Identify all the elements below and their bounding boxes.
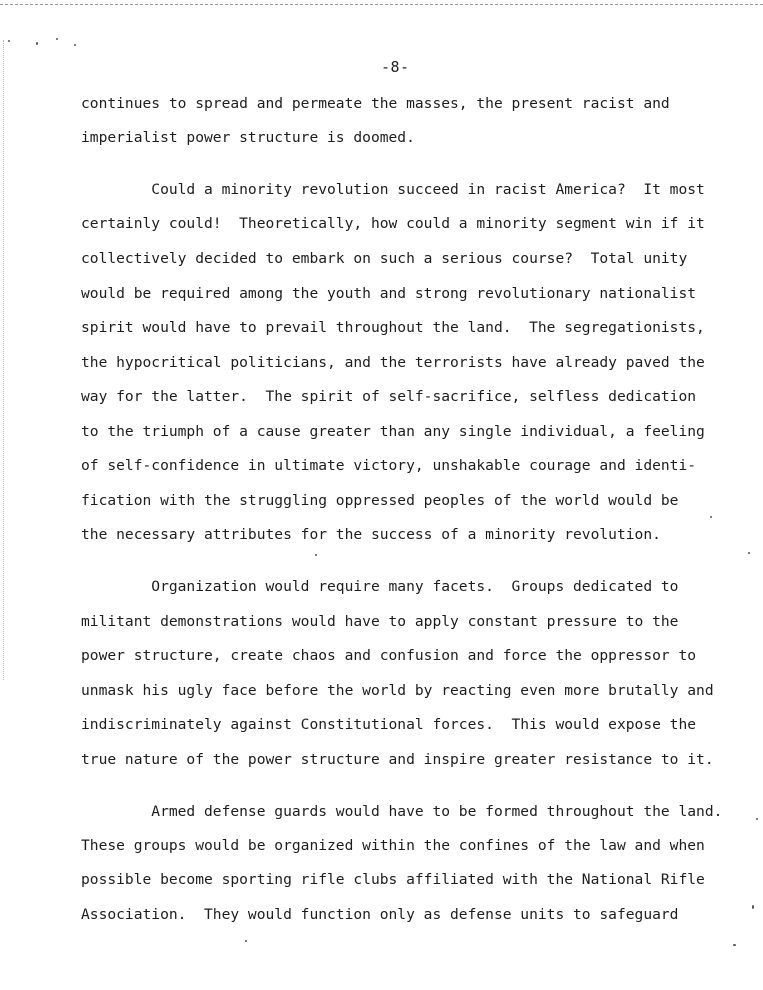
text-line: imperialist power structure is doomed. <box>81 129 415 146</box>
speck <box>315 554 317 556</box>
speck <box>36 42 38 45</box>
text-line: Armed defense guards would have to be formed throughout the land. <box>81 803 723 820</box>
page-left-edge <box>3 40 4 680</box>
text-line: Could a minority revolution succeed in racist America? It most <box>81 181 705 198</box>
text-line: continues to spread and permeate the masses, the present racist and <box>81 95 670 112</box>
text-line: militant demonstrations would have to apply constant pressure to the <box>81 613 679 630</box>
speck <box>733 944 736 946</box>
text-line: the hypocritical politicians, and the terrorists have already paved the <box>81 354 705 371</box>
text-line: true nature of the power structure and inspire greater resistance to it. <box>81 751 714 768</box>
text-line: way for the latter. The spirit of self-sacrifice, selfless dedication <box>81 388 697 405</box>
text-line: possible become sporting rifle clubs affiliated with the National Rifle <box>81 871 705 888</box>
speck <box>74 44 76 46</box>
text-line: spirit would have to prevail throughout the land. The segregationists, <box>81 319 705 336</box>
speck <box>756 818 758 820</box>
text-line: indiscriminately against Constitutional forces. This would expose the <box>81 716 697 733</box>
text-line: certainly could! Theoretically, how could a minority segment win if it <box>81 215 705 232</box>
text-line: of self-confidence in ultimate victory, unshakable courage and identi- <box>81 457 697 474</box>
speck <box>56 38 58 40</box>
text-line: the necessary attributes for the success of a minority revolution. <box>81 526 661 543</box>
speck <box>710 516 712 518</box>
page-top-edge <box>0 4 763 5</box>
text-line: power structure, create chaos and confusion and force the oppressor to <box>81 647 697 664</box>
text-line: would be required among the youth and strong revolutionary nationalist <box>81 285 697 302</box>
page-number: -8- <box>381 58 410 76</box>
text-line: collectively decided to embark on such a serious course? Total unity <box>81 250 688 267</box>
text-line: Organization would require many facets. Groups dedicated to <box>81 578 679 595</box>
speck <box>748 552 750 554</box>
text-line: Association. They would function only as defense units to safeguard <box>81 906 679 923</box>
text-line: These groups would be organized within the confines of the law and when <box>81 837 705 854</box>
speck <box>752 905 754 909</box>
text-line: to the triumph of a cause greater than any single individual, a feeling <box>81 423 705 440</box>
speck <box>8 40 10 42</box>
text-line: unmask his ugly face before the world by reacting even more brutally and <box>81 682 714 699</box>
text-line: fication with the struggling oppressed peoples of the world would be <box>81 492 679 509</box>
speck <box>245 940 247 942</box>
